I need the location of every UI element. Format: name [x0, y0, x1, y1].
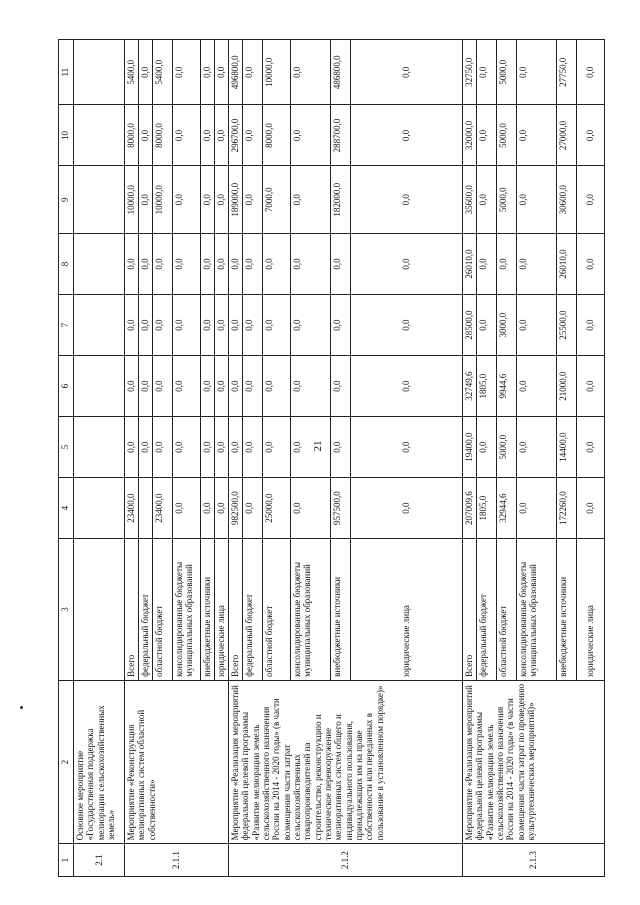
- value-cell: 0,0: [215, 105, 229, 166]
- value-cell: 957500,0: [331, 478, 351, 539]
- section-title: Мероприятие «Реконструкция мелиоративных систем областной собственности»: [125, 680, 229, 843]
- value-cell: 0,0: [215, 295, 229, 356]
- value-cell: 0,0: [215, 166, 229, 234]
- value-cell: 0,0: [291, 40, 331, 105]
- section-title: Основное мероприятие «Государственная поддержка мелиорации сельскохозяйственных земель»: [74, 680, 125, 843]
- value-cell: 0,0: [477, 166, 497, 234]
- value-cell: 0,0: [497, 234, 517, 295]
- value-cell: 5400,0: [153, 40, 173, 105]
- value-cell: 10000,0: [153, 166, 173, 234]
- value-cell: 189000,0: [229, 166, 243, 234]
- section-code: 2.1.1: [125, 844, 229, 877]
- value-cell: 0,0: [215, 40, 229, 105]
- value-cell: 0,0: [201, 234, 215, 295]
- value-cell: 0,0: [215, 356, 229, 417]
- value-cell: 0,0: [215, 234, 229, 295]
- value-cell: 982500,0: [229, 478, 243, 539]
- value-cell: 0,0: [125, 234, 139, 295]
- value-cell: 296700,0: [229, 105, 243, 166]
- value-cell: 25000,0: [263, 478, 291, 539]
- value-cell: 0,0: [331, 295, 351, 356]
- value-cell: 0,0: [125, 356, 139, 417]
- page-number: 21: [312, 440, 324, 452]
- value-cell: 26010,0: [463, 234, 477, 295]
- rotated-table-container: [58, 39, 596, 877]
- value-cell: 0,0: [243, 166, 263, 234]
- value-cell: 0,0: [201, 295, 215, 356]
- value-cell: 0,0: [351, 105, 463, 166]
- value-cell: 0,0: [351, 417, 463, 478]
- value-cell: 35600,0: [463, 166, 477, 234]
- value-cell: 0,0: [577, 295, 605, 356]
- value-cell: 0,0: [229, 234, 243, 295]
- section-code: 2.1: [74, 844, 125, 877]
- value-cell: 30600,0: [557, 166, 577, 234]
- value-cell: 8000,0: [153, 105, 173, 166]
- col-header-1: 1: [59, 844, 74, 877]
- value-cell: 5400,0: [125, 40, 139, 105]
- value-cell: 0,0: [201, 478, 215, 539]
- funding-source: юридические лица: [577, 539, 605, 681]
- value-cell: 0,0: [577, 234, 605, 295]
- value-cell: 0,0: [517, 417, 557, 478]
- col-header-5: 5: [59, 417, 74, 478]
- value-cell: 26010,0: [557, 234, 577, 295]
- section-row-2-1: [74, 40, 125, 877]
- value-cell: 0,0: [139, 356, 153, 417]
- value-cell: 0,0: [125, 417, 139, 478]
- value-cell: 5000,0: [497, 40, 517, 105]
- value-cell: 27750,0: [557, 40, 577, 105]
- value-cell: 32000,0: [463, 105, 477, 166]
- value-cell: 0,0: [477, 295, 497, 356]
- value-cell: 288700,0: [331, 105, 351, 166]
- value-cell: 0,0: [229, 295, 243, 356]
- funding-source: юридические лица: [351, 539, 463, 681]
- funding-source: консолидированные бюджеты муниципальных образований: [517, 539, 557, 681]
- value-cell: 10000,0: [263, 40, 291, 105]
- value-cell: 32944,6: [497, 478, 517, 539]
- col-header-3: 3: [59, 539, 74, 681]
- col-header-10: 10: [59, 105, 74, 166]
- value-cell: 0,0: [291, 166, 331, 234]
- value-cell: 0,0: [215, 417, 229, 478]
- value-cell: 0,0: [517, 40, 557, 105]
- value-cell: 182000,0: [331, 166, 351, 234]
- value-cell: 0,0: [153, 234, 173, 295]
- value-cell: 0,0: [243, 295, 263, 356]
- value-cell: 19400,0: [463, 417, 477, 478]
- value-cell: 5000,0: [497, 105, 517, 166]
- value-cell: 0,0: [173, 166, 201, 234]
- value-cell: 0,0: [263, 234, 291, 295]
- table-row: [463, 40, 477, 877]
- value-cell: 0,0: [517, 295, 557, 356]
- value-cell: 0,0: [577, 40, 605, 105]
- value-cell: 1805,0: [477, 478, 497, 539]
- value-cell: 0,0: [201, 40, 215, 105]
- funding-source: федеральный бюджет: [477, 539, 497, 681]
- value-cell: 8000,0: [125, 105, 139, 166]
- value-cell: 25500,0: [557, 295, 577, 356]
- col-header-6: 6: [59, 356, 74, 417]
- table-row: [125, 40, 139, 877]
- value-cell: 0,0: [243, 40, 263, 105]
- value-cell: 0,0: [351, 40, 463, 105]
- value-cell: 0,0: [291, 417, 331, 478]
- funding-source: консолидированные бюджеты муниципальных образований: [291, 539, 331, 681]
- value-cell: 0,0: [201, 166, 215, 234]
- value-cell: 0,0: [577, 356, 605, 417]
- col-header-8: 8: [59, 234, 74, 295]
- value-cell: 0,0: [263, 417, 291, 478]
- col-header-4: 4: [59, 478, 74, 539]
- value-cell: 0,0: [173, 105, 201, 166]
- column-number-row: [59, 40, 74, 877]
- value-cell: 0,0: [477, 417, 497, 478]
- value-cell: 0,0: [291, 478, 331, 539]
- value-cell: 0,0: [517, 478, 557, 539]
- funding-source: внебюджетные источники: [201, 539, 215, 681]
- value-cell: 1805,0: [477, 356, 497, 417]
- value-cell: 0,0: [477, 40, 497, 105]
- col-header-9: 9: [59, 166, 74, 234]
- value-cell: 0,0: [139, 40, 153, 105]
- col-header-7: 7: [59, 295, 74, 356]
- value-cell: 0,0: [139, 417, 153, 478]
- value-cell: 0,0: [351, 295, 463, 356]
- funding-source: консолидированные бюджеты муниципальных образований: [173, 539, 201, 681]
- funding-source: внебюджетные источники: [557, 539, 577, 681]
- value-cell: 0,0: [331, 356, 351, 417]
- value-cell: 0,0: [201, 356, 215, 417]
- value-cell: 9944,6: [497, 356, 517, 417]
- scan-artifact: [20, 706, 23, 709]
- value-cell: 0,0: [291, 356, 331, 417]
- value-cell: 0,0: [243, 478, 263, 539]
- value-cell: 32750,0: [463, 40, 477, 105]
- value-cell: 0,0: [139, 295, 153, 356]
- section-code: 2.1.3: [463, 844, 605, 877]
- value-cell: 0,0: [291, 105, 331, 166]
- value-cell: 0,0: [577, 417, 605, 478]
- value-cell: 0,0: [577, 478, 605, 539]
- value-cell: 0,0: [229, 356, 243, 417]
- value-cell: 0,0: [139, 105, 153, 166]
- value-cell: 0,0: [243, 234, 263, 295]
- value-cell: 0,0: [173, 295, 201, 356]
- value-cell: 0,0: [173, 40, 201, 105]
- funding-source: федеральный бюджет: [243, 539, 263, 681]
- value-cell: 0,0: [351, 234, 463, 295]
- value-cell: 28500,0: [463, 295, 477, 356]
- value-cell: 0,0: [153, 295, 173, 356]
- col-header-11: 11: [59, 40, 74, 105]
- value-cell: 0,0: [243, 417, 263, 478]
- value-cell: 0,0: [229, 417, 243, 478]
- value-cell: 0,0: [173, 417, 201, 478]
- value-cell: 27000,0: [557, 105, 577, 166]
- value-cell: 496800,0: [229, 40, 243, 105]
- value-cell: 0,0: [153, 356, 173, 417]
- value-cell: 486800,0: [331, 40, 351, 105]
- value-cell: 0,0: [477, 105, 497, 166]
- value-cell: 0,0: [291, 295, 331, 356]
- value-cell: 10000,0: [125, 166, 139, 234]
- funding-source: федеральный бюджет: [139, 539, 153, 681]
- value-cell: 8000,0: [263, 105, 291, 166]
- value-cell: 0,0: [331, 234, 351, 295]
- value-cell: 207009,6: [463, 478, 477, 539]
- value-cell: 0,0: [517, 356, 557, 417]
- value-cell: 14400,0: [557, 417, 577, 478]
- funding-source: юридические лица: [215, 539, 229, 681]
- funding-source: Всего: [463, 539, 477, 681]
- value-cell: 0,0: [201, 417, 215, 478]
- section-code: 2.1.2: [229, 844, 463, 877]
- value-cell: 0,0: [577, 166, 605, 234]
- value-cell: [139, 478, 153, 539]
- value-cell: 0,0: [331, 417, 351, 478]
- value-cell: 0,0: [243, 356, 263, 417]
- value-cell: 0,0: [125, 295, 139, 356]
- value-cell: 32749,6: [463, 356, 477, 417]
- value-cell: 0,0: [139, 166, 153, 234]
- value-cell: 0,0: [139, 234, 153, 295]
- funding-source: областной бюджет: [497, 539, 517, 681]
- value-cell: 7000,0: [263, 166, 291, 234]
- value-cell: 172260,0: [557, 478, 577, 539]
- funding-source: внебюджетные источники: [331, 539, 351, 681]
- budget-table: [58, 39, 605, 877]
- col-header-2: 2: [59, 680, 74, 843]
- value-cell: 0,0: [477, 234, 497, 295]
- value-cell: 0,0: [263, 356, 291, 417]
- value-cell: 0,0: [263, 295, 291, 356]
- funding-source: областной бюджет: [263, 539, 291, 681]
- value-cell: 0,0: [173, 234, 201, 295]
- value-cell: 0,0: [291, 234, 331, 295]
- value-cell: 0,0: [517, 234, 557, 295]
- value-cell: 0,0: [173, 356, 201, 417]
- value-cell: 5000,0: [497, 417, 517, 478]
- value-cell: 0,0: [173, 478, 201, 539]
- value-cell: 23400,0: [153, 478, 173, 539]
- table-row: [229, 40, 243, 877]
- value-cell: 5000,0: [497, 166, 517, 234]
- value-cell: 0,0: [243, 105, 263, 166]
- value-cell: 0,0: [517, 166, 557, 234]
- value-cell: 0,0: [153, 417, 173, 478]
- funding-source: Всего: [229, 539, 243, 681]
- funding-source: областной бюджет: [153, 539, 173, 681]
- value-cell: 0,0: [577, 105, 605, 166]
- value-cell: 3000,0: [497, 295, 517, 356]
- value-cell: 23400,0: [125, 478, 139, 539]
- value-cell: 0,0: [215, 478, 229, 539]
- value-cell: 0,0: [201, 105, 215, 166]
- value-cell: 21000,0: [557, 356, 577, 417]
- section-title: Мероприятие «Реализация мероприятий федеральной целевой программы «Развитие мелиорации земель сельскохозяйственного назначения России на 2014 - 2020 годы» (в части возмещения части затрат по проведению культуртехнических мероприятий)»: [463, 680, 605, 843]
- value-cell: 0,0: [351, 356, 463, 417]
- value-cell: 0,0: [351, 166, 463, 234]
- section-title: Мероприятие «Реализация мероприятий федеральной целевой программы «Развитие мелиорации земель сельскохозяйственного назначения России на 2014 - 2020 годы» (в части возмещения части затрат сельскохозяйственных товаропроизводителей на строительство, реконструкцию и техническое перевооружение мелиоративных систем общего и индивидуального пользования, принадлежащих им на праве собственности или переданных в пользование в установленном порядке)»: [229, 680, 463, 843]
- value-cell: 0,0: [351, 478, 463, 539]
- value-cell: 0,0: [517, 105, 557, 166]
- funding-source: Всего: [125, 539, 139, 681]
